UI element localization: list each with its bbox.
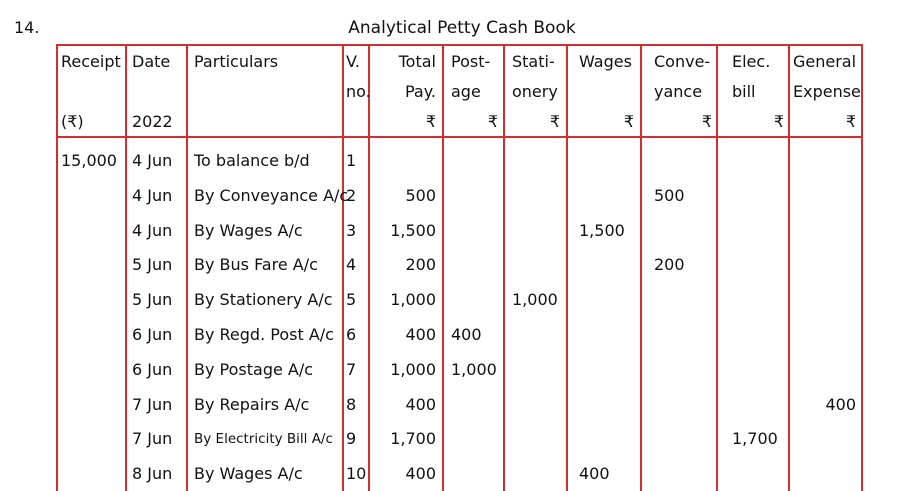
ledger-cell-vno: 2: [346, 185, 357, 205]
header-stationery-line-1: Stati-: [512, 52, 555, 71]
header-elec-line-3: ₹: [773, 112, 784, 131]
header-postage-line-2: age: [451, 82, 481, 101]
header-wages-line-1: Wages: [579, 52, 632, 71]
ledger-cell-vno: 3: [346, 220, 357, 240]
ledger-cell-total: 1,700: [390, 429, 436, 449]
ledger-cell-total: 1,500: [390, 220, 436, 240]
ledger-cell-date: 4 Jun: [132, 185, 173, 205]
ledger-cell-conveyance: 500: [654, 185, 685, 205]
ledger-cell-particulars: By Bus Fare A/c: [194, 255, 318, 275]
column-rule: [342, 44, 344, 491]
header-vno-line-2: no.: [346, 82, 371, 101]
ledger-cell-date: 4 Jun: [132, 220, 173, 240]
header-particulars-line-1: Particulars: [194, 52, 279, 71]
column-rule: [56, 44, 58, 491]
header-date-line-3: 2022: [132, 112, 173, 131]
header-vno-line-1: V.: [346, 52, 360, 71]
header-general-line-2: Expense: [793, 82, 861, 101]
ledger-cell-total: 400: [405, 325, 436, 344]
ledger-cell-total: 1,000: [390, 359, 436, 379]
ledger-cell-date: 5 Jun: [132, 290, 173, 310]
header-conveyance-line-2: yance: [654, 82, 703, 101]
ledger-cell-particulars: To balance b/d: [194, 151, 310, 170]
ledger-cell-total: 400: [405, 394, 436, 414]
ledger-cell-receipt: 15,000: [61, 151, 117, 170]
ledger-cell-vno: 1: [346, 151, 357, 170]
question-number: 14.: [14, 18, 40, 37]
ledger-cell-particulars: By Conveyance A/c: [194, 185, 349, 205]
header-conveyance-line-1: Conve-: [654, 52, 711, 71]
header-stationery-line-2: onery: [512, 82, 558, 101]
header-elec-line-1: Elec.: [732, 52, 771, 71]
ledger-cell-total: 500: [405, 185, 436, 205]
ledger-cell-vno: 6: [346, 325, 357, 344]
ledger-cell-particulars: By Wages A/c: [194, 464, 303, 484]
ledger-cell-date: 7 Jun: [132, 429, 173, 449]
ledger-cell-date: 5 Jun: [132, 255, 173, 275]
ledger-cell-vno: 8: [346, 394, 357, 414]
ledger-cell-particulars: By Stationery A/c: [194, 290, 333, 310]
ledger-cell-vno: 9: [346, 429, 357, 449]
header-rule: [56, 136, 863, 138]
header-total-line-3: ₹: [425, 112, 436, 131]
header-total-line-2: Pay.: [404, 82, 436, 101]
ledger-cell-date: 4 Jun: [132, 151, 173, 170]
header-general-line-1: General: [793, 52, 857, 71]
ledger-cell-date: 6 Jun: [132, 325, 173, 344]
ledger-cell-particulars: By Regd. Post A/c: [194, 325, 334, 344]
ledger-cell-vno: 10: [346, 464, 367, 484]
ledger-cell-particulars: By Postage A/c: [194, 359, 314, 379]
ledger-cell-particulars: By Electricity Bill A/c: [194, 431, 333, 448]
ledger-cell-vno: 7: [346, 359, 357, 379]
header-date-line-1: Date: [132, 52, 171, 71]
ledger-cell-elec: 1,700: [732, 429, 778, 449]
ledger-cell-particulars: By Repairs A/c: [194, 394, 310, 414]
ledger-cell-general: 400: [825, 394, 856, 414]
ledger-cell-date: 6 Jun: [132, 359, 173, 379]
header-postage-line-1: Post-: [451, 52, 491, 71]
ledger-cell-total: 400: [405, 464, 436, 484]
ledger-cell-vno: 5: [346, 290, 357, 310]
ledger-cell-wages: 1,500: [579, 220, 625, 240]
header-receipt-line-3: (₹): [61, 112, 84, 131]
header-total-line-1: Total: [398, 52, 436, 71]
ledger-cell-conveyance: 200: [654, 255, 685, 275]
header-receipt-line-1: Receipt: [61, 52, 121, 71]
top-rule: [56, 44, 863, 46]
ledger-cell-total: 1,000: [390, 290, 436, 310]
ledger-cell-particulars: By Wages A/c: [194, 220, 303, 240]
ledger-cell-stationery: 1,000: [512, 290, 558, 310]
ledger-cell-wages: 400: [579, 464, 610, 484]
column-rule: [186, 44, 188, 491]
page-title: Analytical Petty Cash Book: [348, 18, 576, 38]
ledger-cell-date: 7 Jun: [132, 394, 173, 414]
ledger-cell-postage: 1,000: [451, 359, 497, 379]
header-postage-line-3: ₹: [487, 112, 498, 131]
column-rule: [861, 44, 863, 491]
header-general-line-3: ₹: [845, 112, 856, 131]
ledger-cell-date: 8 Jun: [132, 464, 173, 484]
header-wages-line-3: ₹: [623, 112, 634, 131]
header-elec-line-2: bill: [732, 82, 756, 101]
ledger-cell-postage: 400: [451, 325, 482, 344]
ledger-cell-total: 200: [405, 255, 436, 275]
header-conveyance-line-3: ₹: [701, 112, 712, 131]
column-rule: [125, 44, 127, 491]
ledger-cell-vno: 4: [346, 255, 357, 275]
header-stationery-line-3: ₹: [549, 112, 560, 131]
